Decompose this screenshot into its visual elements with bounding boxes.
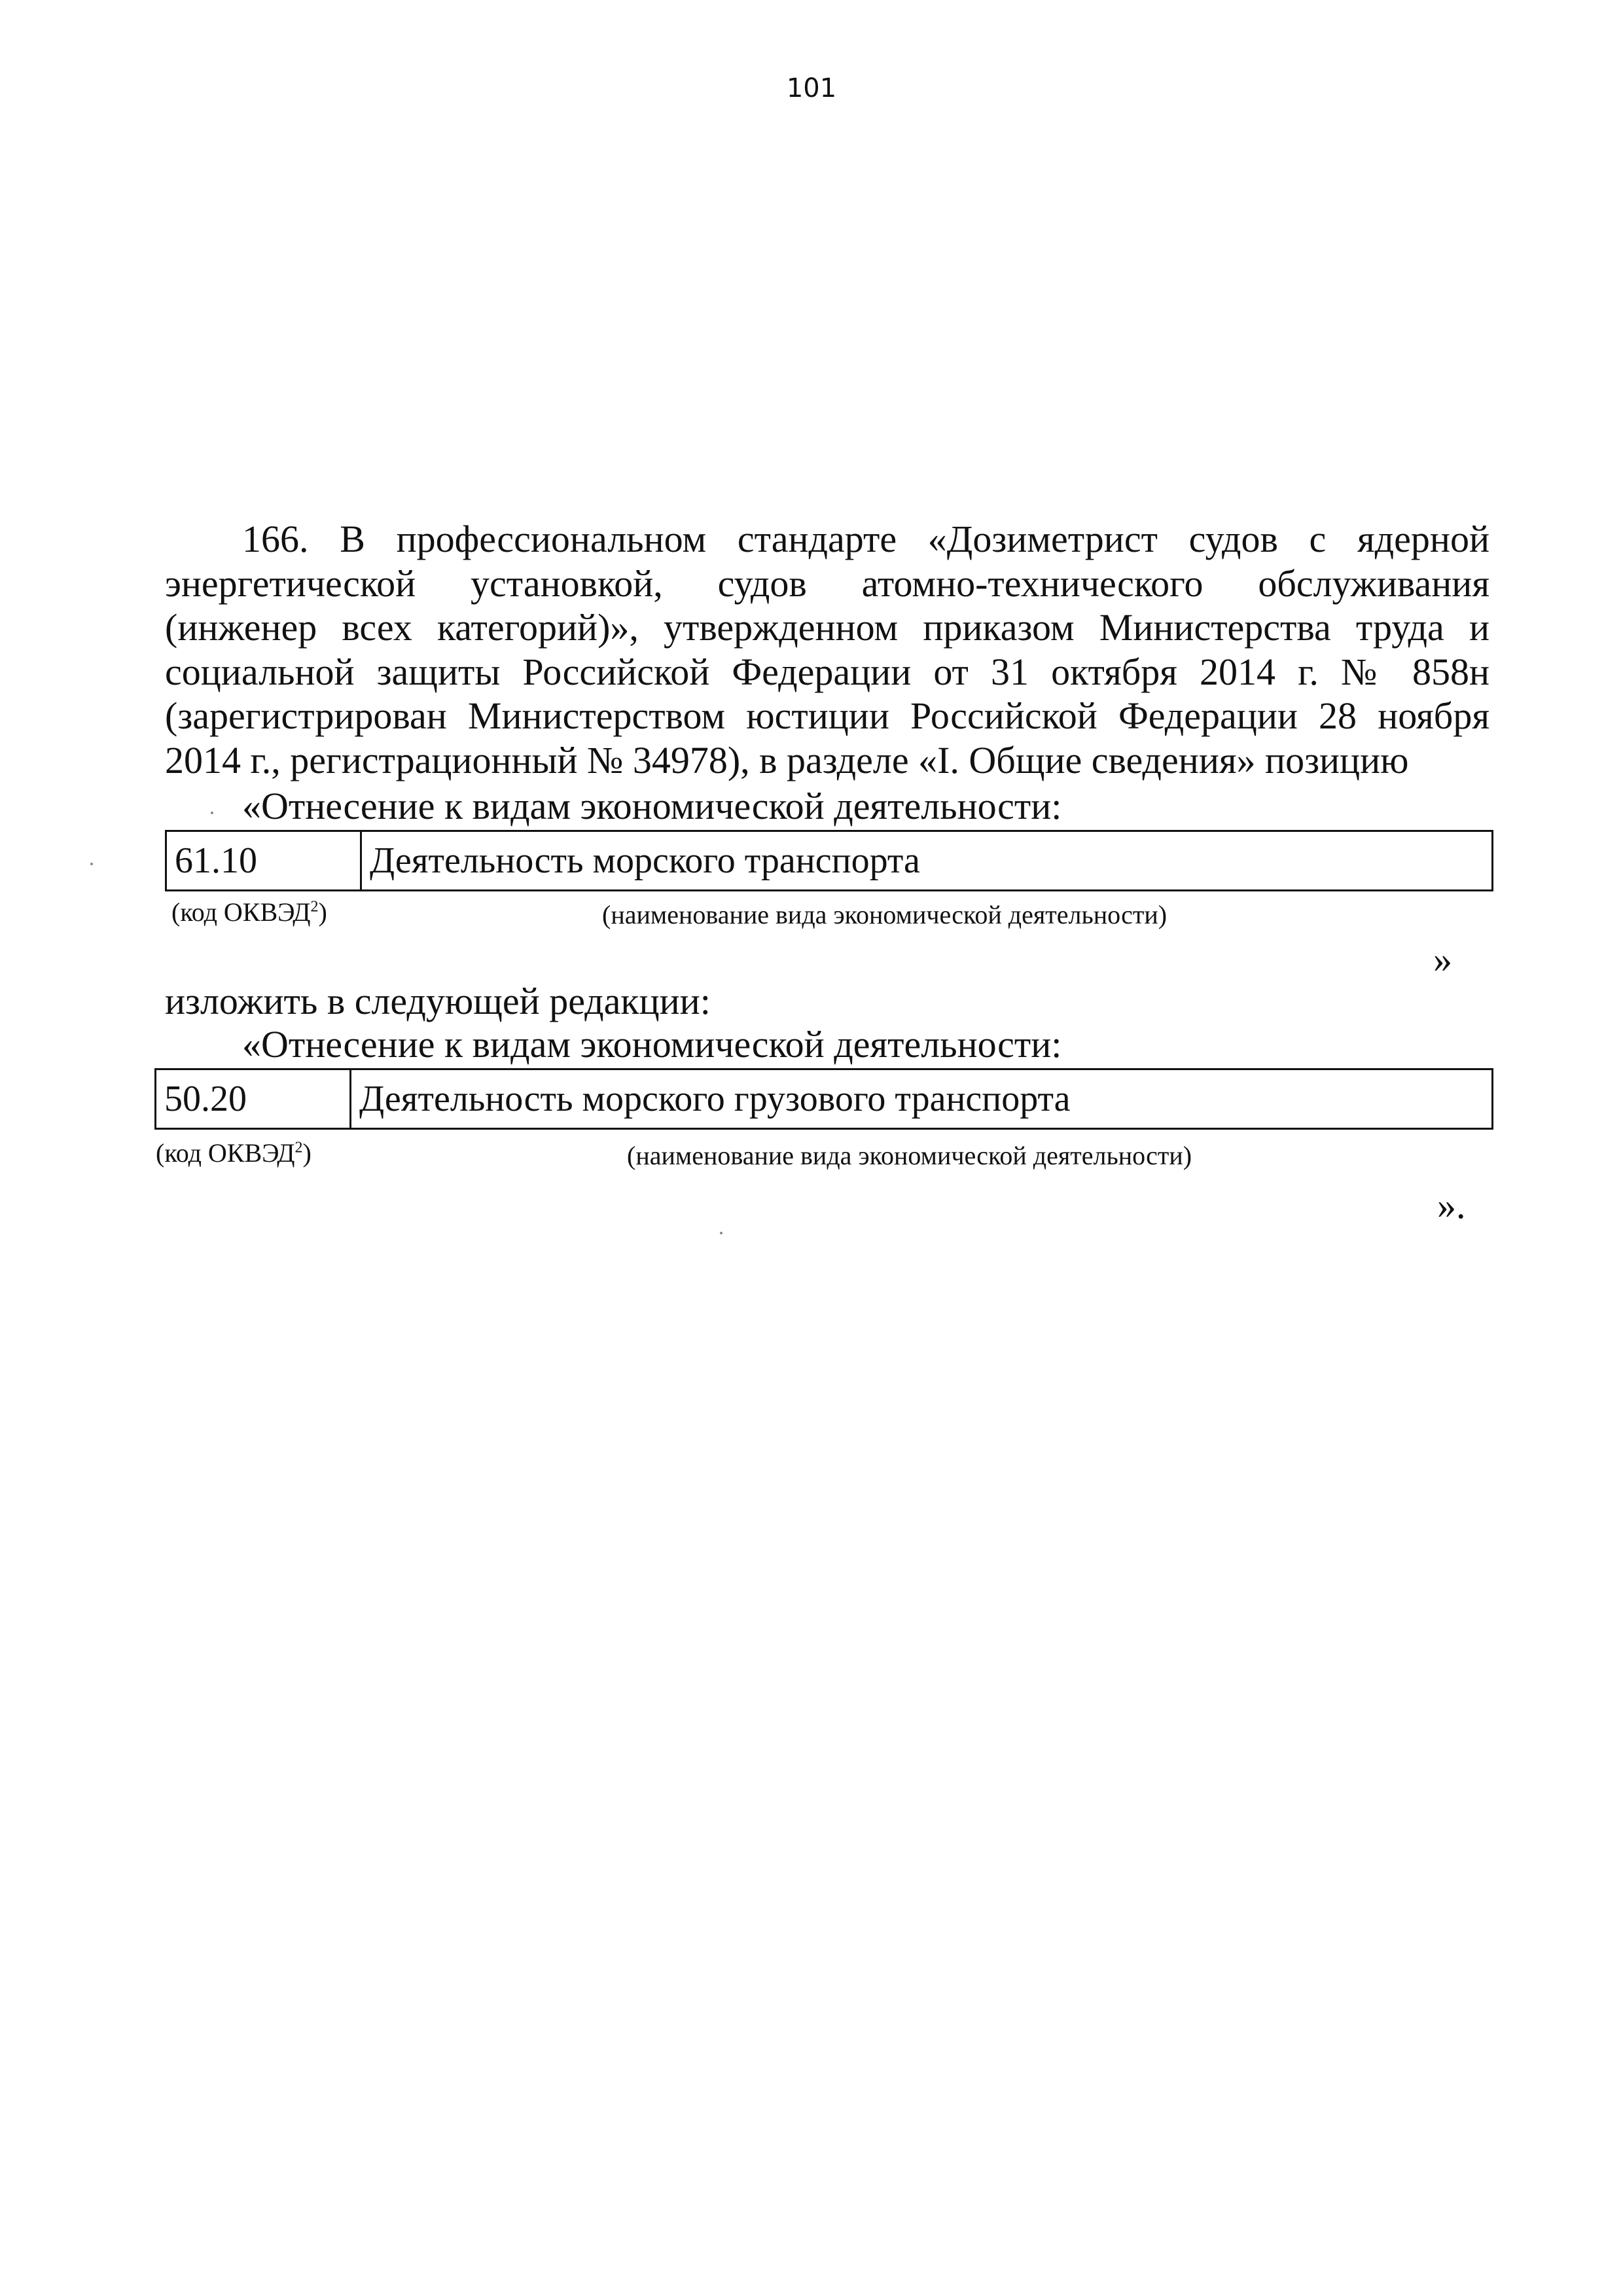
old-okved-name: Деятельность морского транспорта bbox=[370, 840, 920, 881]
transition-text: изложить в следующей редакции: bbox=[165, 980, 711, 1022]
page-number: 101 bbox=[786, 73, 837, 103]
new-okved-code: 50.20 bbox=[156, 1070, 351, 1128]
paragraph-line-4: социальной защиты Российской Федерации от 31 октября 2014 г. № 858н bbox=[165, 650, 1489, 693]
paragraph-line-5: (зарегистрирован Министерством юстиции Российской Федерации 28 ноября bbox=[165, 694, 1489, 737]
paragraph-line-3: (инженер всех категорий)», утвержденном приказом Министерства труда и bbox=[165, 606, 1489, 649]
new-code-caption: (код ОКВЭД$^2$) bbox=[156, 1138, 312, 1168]
old-code-caption: (код ОКВЭД$^2$) bbox=[171, 897, 327, 927]
new-okved-table bbox=[154, 1068, 1493, 1130]
scan-speck bbox=[90, 863, 93, 865]
old-block-closing: » bbox=[1433, 938, 1452, 980]
paragraph-line-2: энергетической установкой, судов атомно-технического обслуживания bbox=[165, 562, 1489, 605]
old-okved-code: 61.10 bbox=[167, 832, 362, 889]
scan-speck bbox=[720, 1232, 722, 1234]
paragraph-line-6: 2014 г., регистрационный № 34978), в разделе «I. Общие сведения» позицию bbox=[165, 738, 1409, 781]
new-okved-name: Деятельность морского грузового транспорта bbox=[359, 1079, 1071, 1119]
new-block-heading: «Отнесение к видам экономической деятельности: bbox=[242, 1023, 1062, 1066]
old-name-caption: (наименование вида экономической деятельности) bbox=[602, 900, 1168, 929]
amendment-paragraph bbox=[165, 517, 1489, 782]
scan-speck bbox=[211, 812, 213, 814]
paragraph-line-1: 166. В профессиональном стандарте «Дозиметрист судов с ядерной bbox=[242, 518, 1489, 560]
old-block-heading: «Отнесение к видам экономической деятельности: bbox=[242, 785, 1062, 827]
old-okved-table bbox=[165, 830, 1493, 891]
new-block-closing: ». bbox=[1437, 1184, 1466, 1227]
new-name-caption: (наименование вида экономической деятельности) bbox=[627, 1141, 1192, 1170]
